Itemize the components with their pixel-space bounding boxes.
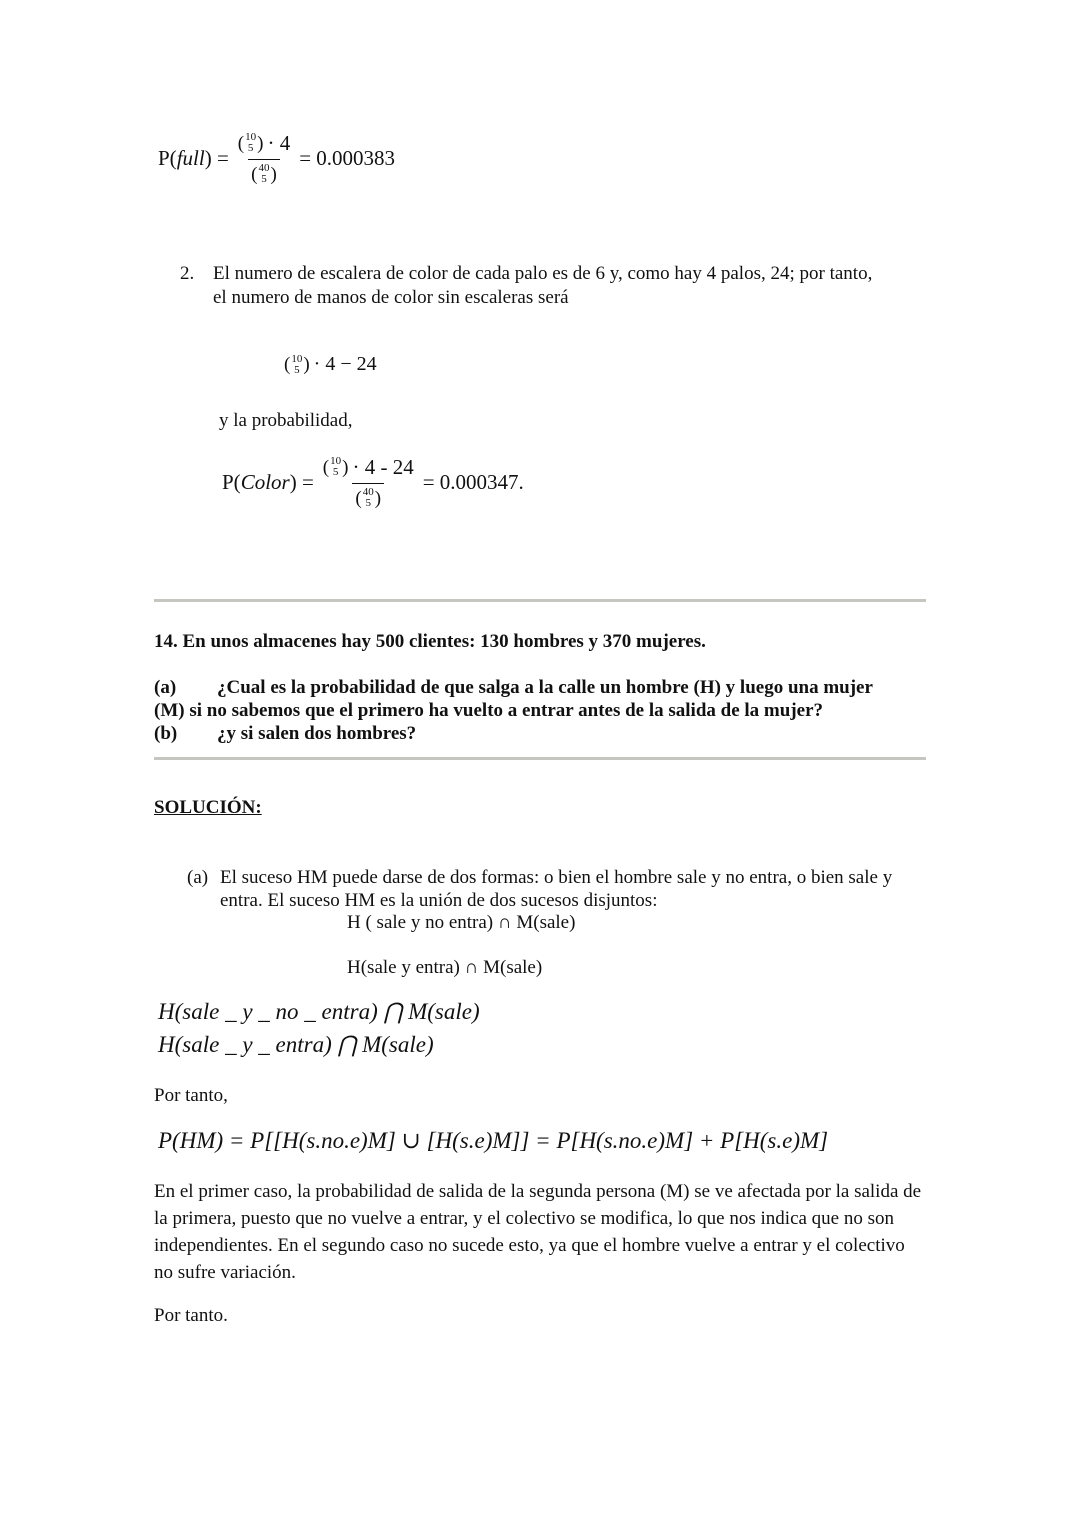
math-event-2: H(sale _ y _ entra) ⋂ M(sale) [158, 1032, 434, 1057]
eq-color-result: = 0.000347. [422, 469, 524, 494]
equation-p-hm: P(HM) = P[[H(s.no.e)M] ∪ [H(s.e)M]] = P[H(s.no.e)M] + P[H(s.e)M] [158, 1128, 829, 1153]
probability-label: y la probabilidad, [219, 410, 353, 431]
solution-heading: SOLUCIÓN: [154, 797, 262, 818]
part-a-line2: entra. El suceso HM es la unión de dos sucesos disjuntos: [220, 890, 658, 911]
eq-full-lhs: P(full) = [158, 145, 229, 170]
explanation-paragraph: En el primer caso, la probabilidad de salida de la segunda persona (M) se ve afectada por la salida de la primera, puesto que no vuelve a entrar, y el colectivo se modifica, lo que nos indica que no son independientes. En el segundo caso no sucede esto, ya que el hombre vuelve a entrar y el colectivo no sufre variación. [154, 1181, 922, 1283]
binom-10-5: ( 10 5 ) [237, 131, 264, 155]
divider-top [154, 599, 926, 602]
problem-14-a-line2: (M) si no sabemos que el primero ha vuelto a entrar antes de la salida de la mujer? [154, 700, 824, 721]
problem-14-b-label: (b) [154, 723, 178, 744]
por-tanto-1: Por tanto, [154, 1085, 228, 1106]
part-a-event1: H ( sale y no entra) ∩ M(sale) [347, 912, 576, 933]
binom-10-5: ( 10 5 ) [322, 455, 349, 479]
por-tanto-2: Por tanto. [154, 1305, 228, 1326]
math-event-1: H(sale _ y _ no _ entra) ⋂ M(sale) [158, 999, 480, 1024]
binom-40-5: ( 40 5 ) [251, 162, 277, 186]
part-a-line1: El suceso HM puede darse de dos formas: o bien el hombre sale y no entra, o bien sale y [220, 867, 893, 888]
divider-bottom [154, 757, 926, 760]
binom-10-5: ( 10 5 ) [284, 352, 310, 376]
expression-count: ( 10 5 ) · 4 − 24 [284, 352, 377, 376]
problem-14-b-text: ¿y si salen dos hombres? [217, 723, 417, 744]
equation-p-full [158, 130, 395, 185]
problem-14-a-line1: ¿Cual es la probabilidad de que salga a la calle un hombre (H) y luego una mujer [217, 677, 873, 698]
equation-p-color [222, 454, 524, 509]
item-2-line1: El numero de escalera de color de cada palo es de 6 y, como hay 4 palos, 24; por tanto, [213, 263, 873, 284]
item-2-number: 2. [180, 263, 195, 284]
eq-color-fraction: ( 10 5 ) · 4 - 24 ( 40 5 ) [322, 455, 414, 510]
eq-full-fraction: ( 10 5 ) · 4 ( 40 5 ) [237, 131, 291, 186]
eq-full-result: = 0.000383 [299, 145, 396, 170]
problem-14-a-label: (a) [154, 677, 177, 698]
item-2-line2: el numero de manos de color sin escaleras será [213, 287, 569, 308]
part-a-event2: H(sale y entra) ∩ M(sale) [347, 957, 543, 978]
part-a-label: (a) [187, 867, 209, 888]
eq-color-lhs: P(Color) = [222, 469, 314, 494]
problem-14-title: 14. En unos almacenes hay 500 clientes: 130 hombres y 370 mujeres. [154, 631, 706, 652]
binom-40-5: ( 40 5 ) [355, 486, 382, 510]
